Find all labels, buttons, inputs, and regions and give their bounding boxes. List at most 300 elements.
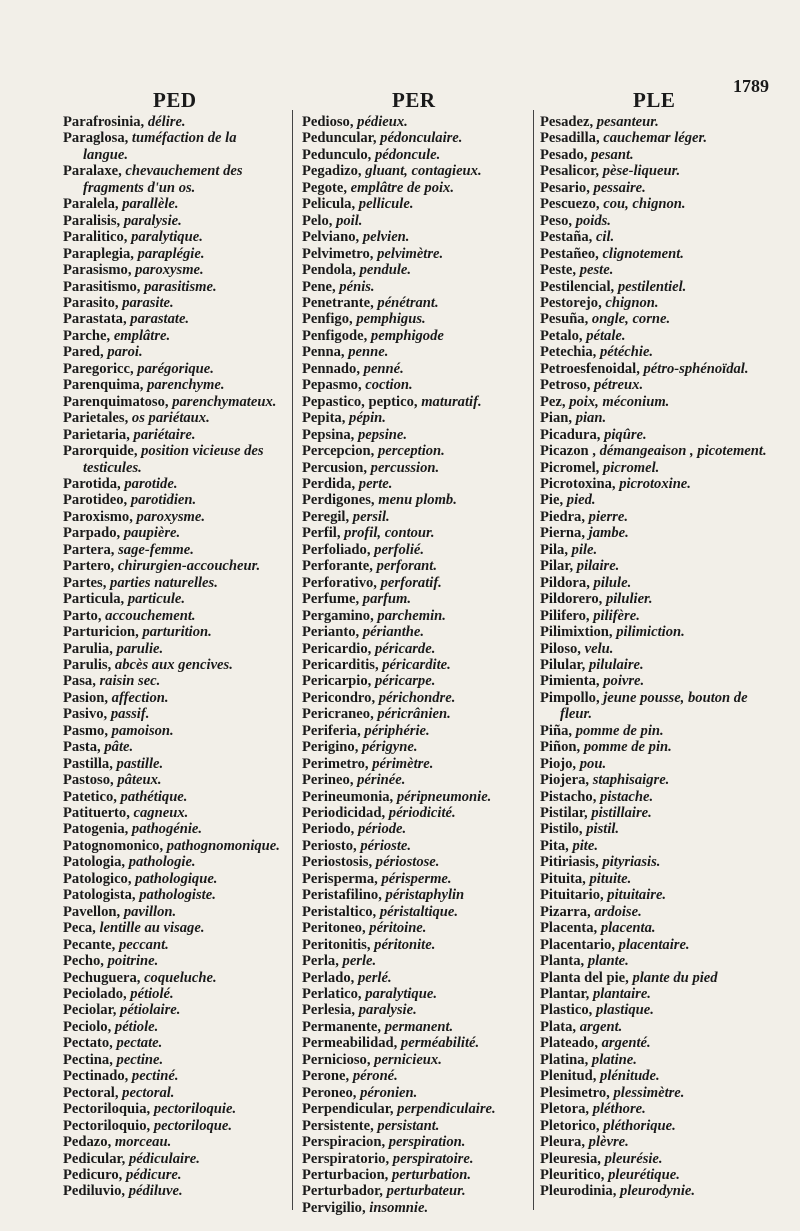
entry-headword: Perlatico, [302,986,362,1003]
entry-translation: cou, chignon. [603,196,686,213]
dictionary-entry [63,657,285,673]
dictionary-entry [63,394,285,410]
dictionary-entry [63,229,285,245]
dictionary-entry [63,114,285,130]
entry-headword: Perforativo, [302,574,377,591]
dictionary-entry [540,279,770,295]
entry-translation: parties naturelles. [110,574,218,591]
dictionary-entry [540,887,770,903]
entry-headword: Peste, [540,262,577,279]
entry-headword: Pizarra, [540,903,591,920]
dictionary-entry [540,460,770,476]
entry-translation: démangeaison , picotement. [599,443,767,460]
entry-headword: Pilular, [540,656,586,673]
dictionary-entry [302,986,530,1002]
entry-translation: pilifère. [593,607,640,624]
entry-translation: pamoison. [111,722,174,739]
entry-headword: Peciolo, [63,1018,112,1035]
entry-headword: Plenitud, [540,1068,597,1085]
entry-headword: Perfil, [302,525,341,542]
dictionary-entry [540,311,770,327]
dictionary-entry [540,1002,770,1018]
entry-headword: Perturbacion, [302,1167,389,1183]
entry-headword: Perlado, [302,969,355,986]
entry-headword: Pistilar, [540,805,588,822]
dictionary-entry [302,789,530,805]
dictionary-entry [540,591,770,607]
entry-translation: pilulaire. [588,656,644,673]
dictionary-entry [540,624,770,640]
dictionary-entry [540,476,770,492]
entry-translation: pépin. [349,410,386,427]
entry-headword: Plata, [540,1018,577,1035]
entry-headword: Perone, [302,1068,350,1085]
entry-translation: paroi. [107,344,143,361]
dictionary-entry [63,476,285,492]
entry-translation: piqûre. [604,426,647,443]
entry-translation: permanent. [384,1018,454,1035]
entry-headword: Perdida, [302,475,356,492]
dictionary-entry [63,311,285,327]
dictionary-entry [302,295,530,311]
dictionary-entry [302,904,530,920]
entry-headword: Pechuguera, [63,969,141,986]
dictionary-entry [302,394,530,410]
dictionary-entry [540,904,770,920]
dictionary-entry [63,246,285,262]
entry-headword: Pez, [540,393,566,410]
entry-translation: pathologiste. [139,887,216,904]
entry-headword: Pitiriasis, [540,854,599,871]
entry-headword: Perianto, [302,624,360,641]
entry-translation: pathétique. [120,788,188,805]
entry-translation: paralysie. [358,1002,417,1019]
entry-headword: Pildorero, [540,591,603,608]
dictionary-entry [63,377,285,393]
entry-translation: sage-femme. [118,541,194,558]
entry-translation: parasitisme. [144,278,217,295]
dictionary-entry [63,706,285,722]
entry-headword: Peroneo, [302,1084,357,1101]
dictionary-entry [302,427,530,443]
entry-translation: argent. [579,1018,623,1035]
entry-translation: cauchemar léger. [603,130,708,147]
dictionary-entry [540,262,770,278]
entry-headword: Pectoriloquio, [63,1117,151,1134]
entry-translation: pétiolé. [130,986,174,1003]
entry-headword: Pennado, [302,360,360,377]
dictionary-entry [540,525,770,541]
entry-translation: perforatif. [380,574,442,591]
entry-translation: os pariétaux. [131,410,210,427]
entry-translation: périostose. [375,854,440,871]
entry-headword: Patologista, [63,887,136,904]
column-1 [63,114,285,1200]
entry-translation: périanthe. [362,624,425,641]
running-head-center: PER [392,88,436,112]
entry-translation: persil. [352,508,390,525]
entry-headword: Pastoso, [63,772,114,789]
entry-translation: pepsine. [357,426,408,443]
entry-translation: profil, contour. [344,525,435,542]
entry-translation: plante du pied [632,969,718,986]
dictionary-entry [63,427,285,443]
entry-translation: pectine. [116,1051,164,1068]
dictionary-entry [63,772,285,788]
dictionary-entry [540,821,770,837]
dictionary-entry [540,427,770,443]
entry-headword: Pleurodinia, [540,1183,617,1200]
entry-headword: Peca, [63,920,96,937]
entry-translation: paralysie. [123,212,182,229]
dictionary-entry [63,558,285,574]
dictionary-entry [302,657,530,673]
dictionary-entry [63,443,285,476]
dictionary-entry [63,1151,285,1167]
dictionary-entry [63,953,285,969]
entry-translation: cil. [595,229,615,246]
entry-translation: pestilentiel. [617,278,687,295]
dictionary-entry [63,1101,285,1117]
dictionary-entry [540,608,770,624]
entry-headword: Plastico, [540,1002,593,1019]
dictionary-entry [63,295,285,311]
dictionary-entry [540,1085,770,1101]
entry-headword: Peristaltico, [302,903,377,920]
entry-translation: pectiné. [131,1068,179,1085]
entry-translation: pilimiction. [616,624,685,641]
entry-translation: pellicule. [358,196,414,213]
entry-headword: Pectoriloquia, [63,1101,151,1118]
entry-translation: pectate. [116,1035,163,1052]
entry-translation: pâte. [104,739,134,756]
entry-translation: paupière. [123,525,181,542]
dictionary-entry [540,772,770,788]
entry-translation: période. [357,821,407,838]
entry-translation: penne. [348,344,389,361]
dictionary-entry [302,525,530,541]
entry-translation: pectoral. [122,1084,175,1101]
entry-headword: Pestañeo, [540,245,599,262]
entry-translation: chignon. [605,294,659,311]
entry-translation: morceau. [114,1134,172,1151]
entry-headword: Pepasmo, [302,377,362,394]
dictionary-entry [540,970,770,986]
dictionary-entry [63,1052,285,1068]
entry-headword: Penetrante, [302,294,374,311]
entry-headword: Periferia, [302,722,361,739]
entry-headword: Perforante, [302,558,373,575]
entry-translation: pétéchie. [599,344,654,361]
entry-translation: pariétaire. [133,426,196,443]
entry-translation: percussion. [370,459,440,476]
dictionary-entry [302,476,530,492]
entry-translation: parturition. [142,624,212,641]
entry-translation: paralytique. [365,986,437,1003]
entry-translation: pédoncule. [375,146,441,163]
dictionary-entry [540,673,770,689]
entry-headword: Parturicion, [63,624,139,641]
entry-headword: Parotida, [63,475,121,492]
entry-translation: pathognomonique. [166,837,280,854]
entry-headword: Pericarditis, [302,656,379,673]
dictionary-entry [540,986,770,1002]
dictionary-entry [540,542,770,558]
entry-headword: Piñon, [540,739,581,756]
entry-translation: pernicieux. [374,1051,442,1068]
entry-translation: plante. [587,953,629,970]
entry-headword: Plantar, [540,986,590,1003]
dictionary-entry [540,805,770,821]
entry-headword: Parulis, [63,656,112,673]
entry-translation: perfolié. [374,541,425,558]
entry-headword: Petroso, [540,377,591,394]
entry-headword: Petechia, [540,344,597,361]
entry-headword: Patognomonico, [63,837,164,854]
entry-translation: parenchyme. [147,377,225,394]
entry-headword: Pimpollo, [540,689,600,706]
entry-translation: poivre. [603,673,645,690]
entry-translation: chevauchement des fragments d'un os. [83,163,243,196]
dictionary-entry [540,344,770,360]
dictionary-entry [540,246,770,262]
dictionary-entry [63,624,285,640]
entry-headword: Pasta, [63,739,101,756]
entry-translation: pédiluve. [128,1183,183,1200]
entry-translation: perlé. [357,969,392,986]
dictionary-entry [540,920,770,936]
entry-headword: Pestorejo, [540,294,602,311]
entry-translation: passif. [110,706,150,723]
entry-headword: Periodo, [302,821,355,838]
dictionary-entry [302,920,530,936]
entry-headword: Pasion, [63,689,109,706]
page-number: 1789 [733,76,769,96]
entry-headword: Platina, [540,1051,589,1068]
entry-translation: ongle, corne. [591,311,671,328]
dictionary-entry [63,1068,285,1084]
dictionary-entry [63,279,285,295]
entry-translation: délire. [147,114,186,130]
dictionary-entry [540,213,770,229]
entry-translation: penné. [363,360,404,377]
entry-translation: particule. [127,591,186,608]
dictionary-entry [540,871,770,887]
dictionary-entry [63,871,285,887]
entry-headword: Planta, [540,953,585,970]
dictionary-entry [540,1019,770,1035]
entry-headword: Paroxismo, [63,508,133,525]
dictionary-entry [302,624,530,640]
entry-headword: Perisperma, [302,870,378,887]
dictionary-entry [63,262,285,278]
entry-translation: poitrine. [107,953,159,970]
dictionary-entry [540,328,770,344]
dictionary-entry [302,805,530,821]
entry-translation: pemphigode [370,327,444,344]
dictionary-entry [302,937,530,953]
entry-translation: paroxysme. [135,262,204,279]
entry-translation: coqueluche. [144,969,217,986]
entry-headword: Pericardio, [302,640,372,657]
entry-headword: Peristafilino, [302,887,382,904]
entry-translation: pilaire. [576,558,620,575]
entry-translation: péristaphylin [385,887,465,904]
dictionary-entry [540,147,770,163]
entry-headword: Pleura, [540,1134,585,1151]
entry-headword: Pecho, [63,953,104,970]
entry-translation: pleurodynie. [620,1183,696,1200]
entry-headword: Peduncular, [302,130,377,147]
entry-translation: paroxysme. [136,508,206,525]
entry-headword: Perspiratorio, [302,1150,390,1167]
dictionary-entry [540,756,770,772]
entry-headword: Pelicula, [302,196,356,213]
entry-headword: Plateado, [540,1035,598,1052]
dictionary-entry [540,180,770,196]
entry-headword: Pelviano, [302,229,360,246]
entry-translation: ardoise. [594,903,642,920]
entry-headword: Patogenia, [63,821,129,838]
entry-translation: parenchymateux. [172,393,277,410]
dictionary-entry [302,1151,530,1167]
dictionary-entry [302,608,530,624]
entry-translation: perturbation. [392,1167,472,1183]
entry-headword: Parorquide, [63,443,138,460]
dictionary-entry [63,904,285,920]
entry-translation: péricrânien. [377,706,451,723]
entry-headword: Pericondro, [302,689,376,706]
dictionary-entry [540,739,770,755]
dictionary-entry [540,953,770,969]
dictionary-entry [302,673,530,689]
entry-translation: jeune pousse, bouton de fleur. [560,689,748,723]
dictionary-entry [302,311,530,327]
dictionary-entry [540,114,770,130]
dictionary-entry [540,723,770,739]
entry-headword: Pie, [540,492,564,509]
entry-headword: Partes, [63,574,107,591]
dictionary-entry [302,344,530,360]
dictionary-entry [302,887,530,903]
entry-headword: Pita, [540,837,569,854]
dictionary-entry [302,1068,530,1084]
entry-headword: Parietaria, [63,426,130,443]
entry-translation: plénitude. [600,1068,660,1085]
entry-headword: Persistente, [302,1117,374,1134]
dictionary-entry [302,196,530,212]
entry-translation: pectoriloquie. [153,1101,237,1118]
entry-headword: Petroesfenoidal, [540,360,640,377]
dictionary-entry [302,970,530,986]
entry-headword: Permanente, [302,1018,382,1035]
entry-headword: Pepita, [302,410,346,427]
column-rule [533,110,534,1210]
dictionary-entry [63,410,285,426]
dictionary-entry [540,1167,770,1183]
dictionary-entry [540,937,770,953]
dictionary-entry [540,361,770,377]
entry-translation: parastate. [130,311,190,328]
dictionary-entry [63,739,285,755]
entry-translation: pied. [566,492,596,509]
entry-headword: Pian, [540,410,573,427]
dictionary-entry [302,130,530,146]
dictionary-entry [63,1118,285,1134]
dictionary-entry [540,1134,770,1150]
entry-translation: pile. [571,541,598,558]
dictionary-entry [302,723,530,739]
entry-translation: coction. [365,377,413,394]
entry-headword: Pepastico, peptico, [302,393,418,410]
entry-translation: pistillaire. [591,805,652,822]
entry-translation: argenté. [601,1035,651,1052]
entry-translation: parotide. [124,475,178,492]
entry-translation: poix, méconium. [569,393,670,410]
dictionary-entry [63,542,285,558]
dictionary-entry [63,673,285,689]
entry-headword: Picromel, [540,459,600,476]
entry-translation: pessaire. [593,179,646,196]
entry-headword: Paralaxe, [63,163,122,180]
entry-translation: pituite. [589,870,632,887]
dictionary-entry [302,1002,530,1018]
entry-translation: tuméfaction de la langue. [83,130,237,163]
entry-translation: péristaltique. [379,903,459,920]
entry-translation: poil. [336,212,363,229]
entry-translation: périphérie. [364,722,430,739]
entry-translation: pleurésie. [604,1150,663,1167]
entry-translation: placenta. [600,920,656,937]
entry-headword: Pared, [63,344,104,361]
entry-headword: Pelvimetro, [302,245,374,262]
entry-translation: pou. [579,755,607,772]
dictionary-entry [302,1167,530,1183]
dictionary-entry [302,279,530,295]
dictionary-entry [63,1134,285,1150]
entry-headword: Pituita, [540,870,586,887]
entry-headword: Parenquimatoso, [63,393,169,410]
dictionary-entry [302,1085,530,1101]
entry-translation: perte. [358,475,393,492]
entry-translation: pesanteur. [596,114,659,130]
dictionary-entry [63,970,285,986]
entry-headword: Parenquima, [63,377,144,394]
entry-translation: pendule. [359,262,412,279]
dictionary-entry [302,854,530,870]
dictionary-entry [302,953,530,969]
entry-translation: pemphigus. [356,311,426,328]
dictionary-entry [302,377,530,393]
entry-headword: Peritoneo, [302,920,366,937]
entry-headword: Pila, [540,541,568,558]
dictionary-entry [540,575,770,591]
dictionary-entry [540,443,770,459]
entry-translation: position vicieuse des testicules. [83,443,264,476]
dictionary-entry [63,130,285,163]
dictionary-entry [302,1019,530,1035]
entry-headword: Parastata, [63,311,127,328]
dictionary-entry [302,443,530,459]
entry-headword: Picadura, [540,426,601,443]
dictionary-entry [540,509,770,525]
entry-translation: pomme de pin. [583,739,672,756]
dictionary-entry [302,180,530,196]
entry-headword: Pasa, [63,673,96,690]
dictionary-entry [302,492,530,508]
entry-translation: parchemin. [377,607,446,624]
entry-headword: Pericraneo, [302,706,374,723]
